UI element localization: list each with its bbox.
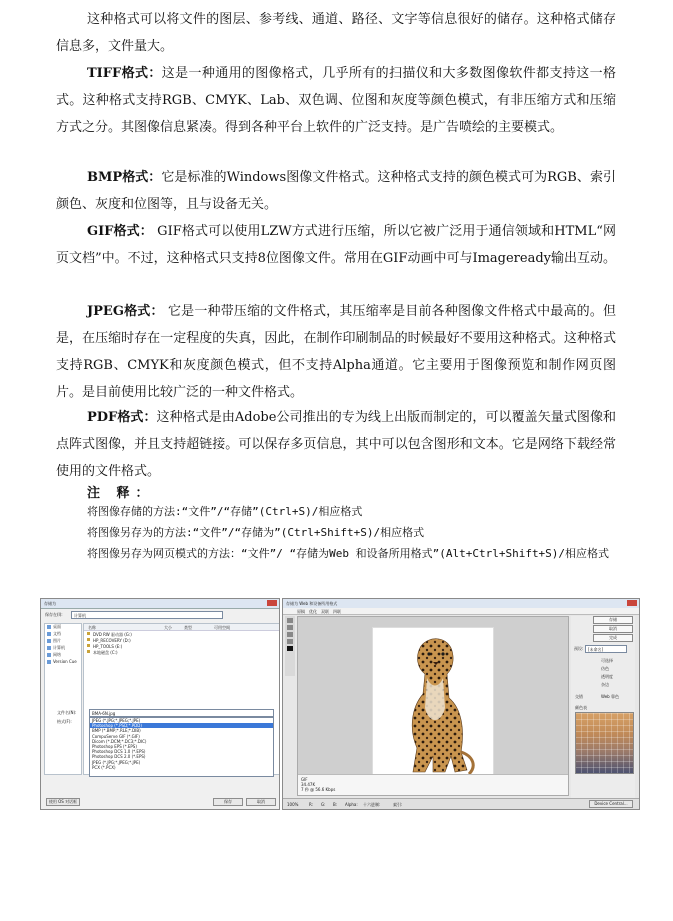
preview-artboard — [372, 627, 494, 784]
preset-label: 预设: — [574, 646, 584, 651]
preview-canvas[interactable] — [297, 616, 569, 796]
paragraph-text: GIF格式可以使用LZW方式进行压缩，所以它被广泛用于通信领域和HTML“网页文档”中。不过，这种格式只支持8位图像文件。常用在GIF动画中可与Imageready输出互动。 — [56, 224, 617, 266]
footer-item: Alpha: — [345, 802, 358, 807]
zoom-tool-icon[interactable] — [287, 632, 293, 637]
preset-select[interactable] — [585, 645, 627, 653]
footer-item: 十六进制: — [363, 802, 381, 807]
panel-label: 仿色 — [601, 666, 609, 671]
drive-icon — [87, 644, 90, 647]
close-icon[interactable] — [627, 600, 637, 606]
save-in-value: 计算机 — [74, 613, 86, 618]
zoom-level[interactable]: 100% — [287, 802, 299, 807]
optimized-info — [298, 774, 568, 795]
sidebar-item[interactable]: 图片 — [45, 638, 81, 645]
save-button[interactable]: 存储 — [593, 616, 633, 624]
places-sidebar — [44, 623, 82, 775]
format-option[interactable]: Photoshop EPS (*.EPS) — [92, 743, 137, 749]
footer-item: B: — [333, 802, 338, 807]
format-option[interactable]: PCX (*.PCX) — [92, 764, 116, 770]
device-central-button[interactable]: Device Central... — [589, 800, 633, 808]
color-table-grid[interactable] — [575, 712, 634, 774]
sidebar-item[interactable]: 文档 — [45, 631, 81, 638]
paragraph-text: 这是一种通用的图像格式，几乎所有的扫描仪和大多数图像软件都支持这一格式。这种格式支持RGB、CMYK、Lab、双色调、位图和灰度等颜色模式，有非压缩方式和压缩方式之分。其图像信息紧凑。得到各种平台上软件的广泛支持。是广告喷绘的主要模式。 — [56, 66, 616, 135]
format-selected-value: JPEG (*.JPG;*.JPEG;*.JPE) — [92, 718, 141, 723]
tab-2up[interactable]: 双联 — [321, 609, 329, 614]
dialog-titlebar — [41, 599, 279, 609]
paragraph-jpeg — [56, 298, 616, 406]
done-button[interactable]: 完成 — [593, 634, 633, 642]
color-swatch-icon[interactable] — [287, 646, 293, 651]
list-item[interactable]: DVD RW 驱动器 (G:) — [84, 631, 280, 637]
paragraph-pdf — [56, 404, 616, 485]
eyedropper-icon[interactable] — [287, 639, 293, 644]
format-option[interactable]: BMP (*.BMP;*.RLE;*.DIB) — [92, 728, 141, 734]
drive-icon — [87, 650, 90, 653]
drive-icon — [87, 638, 90, 641]
status-bar — [283, 798, 639, 809]
note-line-save-as: 将图像另存为的方法:“文件”/“存储为”(Ctrl+Shift+S)/相应格式 — [87, 526, 425, 539]
save-in-combo[interactable] — [71, 611, 223, 619]
close-icon[interactable] — [267, 600, 277, 606]
paragraph-tiff — [56, 60, 616, 141]
format-option[interactable]: Photoshop DCS 1.0 (*.EPS) — [92, 749, 146, 755]
footer-item: R: — [309, 802, 314, 807]
filename-value: BMA-6N.jpg — [92, 711, 116, 716]
view-tabs — [283, 608, 639, 615]
hand-tool-icon[interactable] — [287, 618, 293, 623]
info-time: 7 秒 @ 56.6 Kbps — [301, 787, 336, 792]
format-option[interactable]: Dicom (*.DCM;*.DC3;*.DIC) — [92, 738, 147, 744]
preset-value: [未命名] — [588, 647, 604, 652]
save-in-label: 保存在(I): — [45, 612, 63, 617]
paragraph-lead: GIF格式： — [87, 224, 153, 239]
slice-tool-icon[interactable] — [287, 625, 293, 630]
paragraph-psd — [56, 6, 616, 60]
panel-label: 交错 — [575, 694, 583, 699]
paragraph-lead: TIFF格式： — [87, 66, 162, 81]
format-dropdown[interactable] — [89, 717, 274, 777]
format-option[interactable]: CompuServe GIF (*.GIF) — [92, 733, 140, 739]
use-os-dialog-button[interactable]: 使用 OS 对话框 — [46, 798, 80, 806]
column-header[interactable]: 大小 — [164, 625, 172, 630]
note-line-save: 将图像存储的方法:“文件”/“存储”(Ctrl+S)/相应格式 — [87, 505, 363, 518]
dialog-title: 存储为 — [44, 601, 56, 606]
paragraph-bmp — [56, 164, 616, 218]
column-header[interactable]: 可用空间 — [214, 625, 230, 630]
format-option[interactable]: Photoshop DCS 2.0 (*.EPS) — [92, 754, 146, 760]
save-button[interactable]: 保存 — [213, 798, 243, 806]
sidebar-item[interactable]: 网络 — [45, 652, 81, 659]
panel-label: 透明度 — [601, 674, 613, 679]
paragraph-lead: JPEG格式： — [87, 304, 164, 319]
paragraph-text: 这种格式可以将文件的图层、参考线、通道、路径、文字等信息很好的储存。这种格式储存信息多，文件量大。 — [56, 12, 616, 54]
settings-panel — [571, 616, 635, 806]
tab-original[interactable]: 原稿 — [297, 609, 305, 614]
note-line-save-web: 将图像另存为网页模式的方法：“文件”/ “存储为Web 和设备所用格式”(Alt+Ctrl+Shift+S)/相应格式 — [87, 547, 610, 560]
sidebar-item[interactable]: Version Cue — [45, 659, 81, 666]
filename-input[interactable] — [89, 709, 274, 717]
list-item[interactable]: HP_TOOLS (E:) — [84, 643, 280, 649]
panel-label: Web 靠色 — [601, 694, 619, 699]
paragraph-text: 它是标准的Windows图像文件格式。这种格式支持的颜色模式可为RGB、索引颜色、灰度和位图等，且与设备无关。 — [56, 170, 616, 212]
column-header[interactable]: 类型 — [184, 625, 192, 630]
format-label: 格式(F): — [57, 719, 72, 724]
panel-label: 杂边 — [601, 682, 609, 687]
save-as-dialog-screenshot — [40, 598, 280, 810]
tab-4up[interactable]: 四联 — [333, 609, 341, 614]
notes-heading: 注 释： — [87, 486, 155, 501]
tab-optimized[interactable]: 优化 — [309, 609, 317, 614]
file-list-header — [84, 624, 280, 631]
footer-item: G: — [321, 802, 326, 807]
filename-label: 文件名(N): — [57, 710, 77, 715]
leopard-image — [373, 628, 493, 783]
list-item[interactable]: HP_RECOVERY (D:) — [84, 637, 280, 643]
tool-palette — [285, 616, 295, 676]
format-option[interactable]: Photoshop (*.PSD;*.PDD) — [90, 723, 273, 728]
paragraph-text: 它是一种带压缩的文件格式，其压缩率是目前各种图像文件格式中最高的。但是，在压缩时存在一定程度的失真，因此，在制作印刷制品的时候最好不要用这种格式。这种格式支持RGB、CMYK和灰度颜色模式，但不支持Alpha通道。它主要用于图像预览和制作网页图片。是目前使用比较广泛的一种文件格式。 — [56, 304, 616, 400]
cancel-button[interactable]: 取消 — [593, 625, 633, 633]
save-for-web-screenshot — [282, 598, 640, 810]
sidebar-item[interactable]: 桌面 — [45, 624, 81, 631]
column-header[interactable]: 名称 — [88, 625, 96, 630]
paragraph-text: 这种格式是由Adobe公司推出的专为线上出版而制定的，可以覆盖矢量式图像和点阵式图像，并且支持超链接。可以保存多页信息，其中可以包含图形和文本。它是网络下载经常使用的文件格式。 — [56, 410, 617, 479]
color-table-label: 颜色表 — [575, 705, 587, 710]
list-item[interactable]: 本地磁盘 (C:) — [84, 649, 280, 655]
sidebar-item[interactable]: 计算机 — [45, 645, 81, 652]
drive-icon — [87, 632, 90, 635]
panel-label: 可选择 — [601, 658, 613, 663]
info-format: GIF — [301, 777, 308, 782]
info-size: 34.47K — [301, 782, 316, 787]
cancel-button[interactable]: 取消 — [246, 798, 276, 806]
dialog-title: 存储为 Web 和设备所用格式 — [286, 601, 338, 606]
footer-item: 索引: — [393, 802, 403, 807]
paragraph-gif — [56, 218, 616, 272]
format-option[interactable]: JPEG (*.JPG;*.JPEG;*.JPE) — [92, 759, 141, 765]
paragraph-lead: BMP格式： — [87, 170, 162, 185]
paragraph-lead: PDF格式： — [87, 410, 157, 425]
